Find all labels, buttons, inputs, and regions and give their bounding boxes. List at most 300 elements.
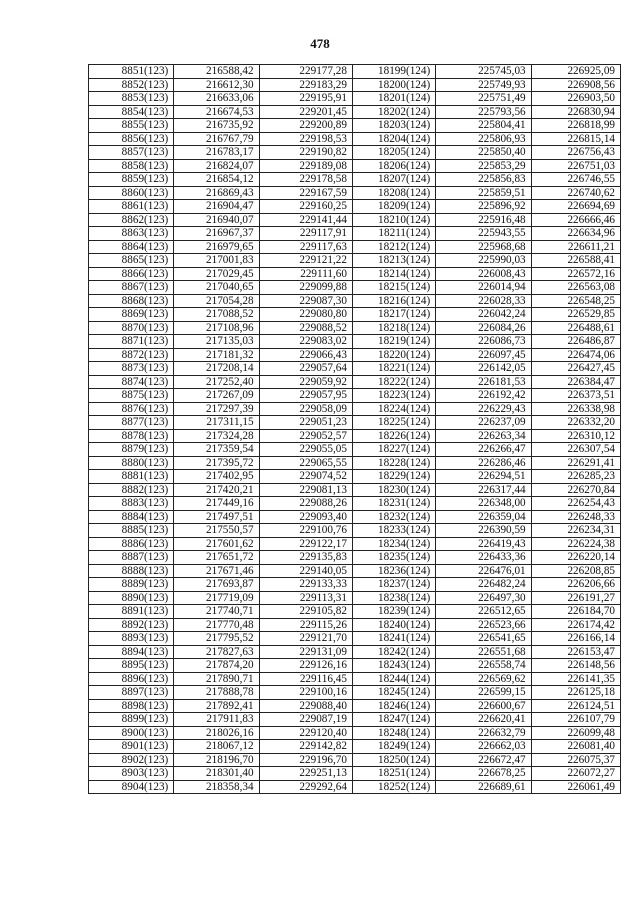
table-cell: 8897(123)	[89, 686, 174, 700]
table-cell: 8898(123)	[89, 699, 174, 713]
table-row	[89, 294, 621, 308]
table-cell: 8862(123)	[89, 213, 174, 227]
table-row	[89, 132, 621, 146]
table-cell: 217497,51	[174, 510, 259, 524]
table-cell: 18241(124)	[352, 632, 435, 646]
table-cell: 226042,24	[436, 308, 531, 322]
table-cell: 218196,70	[174, 753, 259, 767]
table-cell: 226486,87	[531, 335, 620, 349]
table-cell: 217311,15	[174, 416, 259, 430]
table-cell: 226307,54	[531, 443, 620, 457]
table-cell: 226206,66	[531, 578, 620, 592]
table-cell: 226285,23	[531, 470, 620, 484]
table-cell: 226694,69	[531, 200, 620, 214]
table-cell: 229122,17	[259, 537, 352, 551]
table-row	[89, 227, 621, 241]
table-cell: 229126,16	[259, 659, 352, 673]
table-cell: 217550,57	[174, 524, 259, 538]
table-cell: 216869,43	[174, 186, 259, 200]
table-cell: 226332,20	[531, 416, 620, 430]
table-cell: 18218(124)	[352, 321, 435, 335]
table-row	[89, 456, 621, 470]
table-cell: 18199(124)	[352, 65, 435, 79]
table-cell: 18247(124)	[352, 713, 435, 727]
table-cell: 226523,66	[436, 618, 531, 632]
table-cell: 18208(124)	[352, 186, 435, 200]
table-cell: 8893(123)	[89, 632, 174, 646]
table-row	[89, 267, 621, 281]
table-cell: 226678,25	[436, 767, 531, 781]
table-cell: 8871(123)	[89, 335, 174, 349]
table-cell: 229190,82	[259, 146, 352, 160]
table-cell: 8859(123)	[89, 173, 174, 187]
table-cell: 226237,09	[436, 416, 531, 430]
table-row	[89, 308, 621, 322]
table-cell: 229057,64	[259, 362, 352, 376]
table-cell: 229111,60	[259, 267, 352, 281]
table-row	[89, 578, 621, 592]
table-cell: 226086,73	[436, 335, 531, 349]
table-cell: 229080,80	[259, 308, 352, 322]
table-cell: 229167,59	[259, 186, 352, 200]
table-cell: 18252(124)	[352, 780, 435, 794]
table-cell: 217890,71	[174, 672, 259, 686]
table-cell: 8890(123)	[89, 591, 174, 605]
table-cell: 226142,05	[436, 362, 531, 376]
table-cell: 226174,42	[531, 618, 620, 632]
table-cell: 8900(123)	[89, 726, 174, 740]
table-cell: 217740,71	[174, 605, 259, 619]
table-cell: 18237(124)	[352, 578, 435, 592]
table-row	[89, 105, 621, 119]
table-cell: 226672,47	[436, 753, 531, 767]
table-cell: 229141,44	[259, 213, 352, 227]
table-row	[89, 348, 621, 362]
table-cell: 226229,43	[436, 402, 531, 416]
table-cell: 226084,26	[436, 321, 531, 335]
table-row	[89, 537, 621, 551]
table-cell: 226600,67	[436, 699, 531, 713]
table-cell: 225804,41	[436, 119, 531, 133]
table-cell: 229177,28	[259, 65, 352, 79]
table-cell: 226815,14	[531, 132, 620, 146]
table-cell: 217088,52	[174, 308, 259, 322]
table-cell: 217651,72	[174, 551, 259, 565]
table-cell: 225793,56	[436, 105, 531, 119]
table-cell: 18244(124)	[352, 672, 435, 686]
table-row	[89, 281, 621, 295]
table-cell: 8887(123)	[89, 551, 174, 565]
table-cell: 226191,27	[531, 591, 620, 605]
table-cell: 217395,72	[174, 456, 259, 470]
table-cell: 225749,93	[436, 78, 531, 92]
table-cell: 226818,99	[531, 119, 620, 133]
table-cell: 8882(123)	[89, 483, 174, 497]
table-cell: 229160,25	[259, 200, 352, 214]
table-cell: 217324,28	[174, 429, 259, 443]
table-cell: 217449,16	[174, 497, 259, 511]
table-cell: 225751,49	[436, 92, 531, 106]
table-cell: 216979,65	[174, 240, 259, 254]
table-cell: 226266,47	[436, 443, 531, 457]
table-cell: 226081,40	[531, 740, 620, 754]
table-cell: 226028,33	[436, 294, 531, 308]
table-cell: 216783,17	[174, 146, 259, 160]
table-cell: 226541,65	[436, 632, 531, 646]
table-cell: 226254,43	[531, 497, 620, 511]
table-cell: 216612,30	[174, 78, 259, 92]
table-cell: 226433,36	[436, 551, 531, 565]
table-cell: 225859,51	[436, 186, 531, 200]
table-cell: 18243(124)	[352, 659, 435, 673]
table-cell: 226632,79	[436, 726, 531, 740]
table-cell: 218301,40	[174, 767, 259, 781]
table-cell: 226903,50	[531, 92, 620, 106]
table-row	[89, 443, 621, 457]
table-cell: 217601,62	[174, 537, 259, 551]
table-cell: 229115,26	[259, 618, 352, 632]
table-row	[89, 564, 621, 578]
table-cell: 226234,31	[531, 524, 620, 538]
table-cell: 8901(123)	[89, 740, 174, 754]
table-row	[89, 416, 621, 430]
table-cell: 18248(124)	[352, 726, 435, 740]
table-row	[89, 78, 621, 92]
table-cell: 18216(124)	[352, 294, 435, 308]
table-cell: 18239(124)	[352, 605, 435, 619]
table-cell: 18240(124)	[352, 618, 435, 632]
table-cell: 8895(123)	[89, 659, 174, 673]
table-cell: 226689,61	[436, 780, 531, 794]
table-cell: 226166,14	[531, 632, 620, 646]
table-cell: 217297,39	[174, 402, 259, 416]
table-cell: 18238(124)	[352, 591, 435, 605]
table-row	[89, 362, 621, 376]
table-row	[89, 510, 621, 524]
table-cell: 225853,29	[436, 159, 531, 173]
table-cell: 8904(123)	[89, 780, 174, 794]
table-cell: 8889(123)	[89, 578, 174, 592]
table-cell: 225990,03	[436, 254, 531, 268]
table-cell: 217208,14	[174, 362, 259, 376]
table-cell: 226208,85	[531, 564, 620, 578]
table-row	[89, 254, 621, 268]
table-cell: 18250(124)	[352, 753, 435, 767]
table-cell: 216904,47	[174, 200, 259, 214]
table-cell: 216633,06	[174, 92, 259, 106]
table-cell: 8854(123)	[89, 105, 174, 119]
table-cell: 226476,01	[436, 564, 531, 578]
table-cell: 226294,51	[436, 470, 531, 484]
table-cell: 226141,35	[531, 672, 620, 686]
table-cell: 226270,84	[531, 483, 620, 497]
table-cell: 18211(124)	[352, 227, 435, 241]
table-cell: 226317,44	[436, 483, 531, 497]
table-cell: 8874(123)	[89, 375, 174, 389]
table-row	[89, 780, 621, 794]
table-cell: 226390,59	[436, 524, 531, 538]
table-cell: 229087,30	[259, 294, 352, 308]
table-cell: 226620,41	[436, 713, 531, 727]
table-row	[89, 740, 621, 754]
table-cell: 229065,55	[259, 456, 352, 470]
table-cell: 229088,52	[259, 321, 352, 335]
table-cell: 217770,48	[174, 618, 259, 632]
table-cell: 18234(124)	[352, 537, 435, 551]
table-cell: 8876(123)	[89, 402, 174, 416]
table-cell: 226099,48	[531, 726, 620, 740]
table-row	[89, 699, 621, 713]
table-cell: 18228(124)	[352, 456, 435, 470]
table-row	[89, 524, 621, 538]
table-cell: 229116,45	[259, 672, 352, 686]
table-cell: 226634,96	[531, 227, 620, 241]
table-cell: 226061,49	[531, 780, 620, 794]
table-cell: 229083,02	[259, 335, 352, 349]
table-cell: 226075,37	[531, 753, 620, 767]
table-cell: 216824,07	[174, 159, 259, 173]
table-cell: 217911,83	[174, 713, 259, 727]
table-cell: 18210(124)	[352, 213, 435, 227]
table-cell: 217892,41	[174, 699, 259, 713]
table-cell: 18227(124)	[352, 443, 435, 457]
table-cell: 216967,37	[174, 227, 259, 241]
table-cell: 218067,12	[174, 740, 259, 754]
table-cell: 229251,13	[259, 767, 352, 781]
table-cell: 226153,47	[531, 645, 620, 659]
table-cell: 226286,46	[436, 456, 531, 470]
table-cell: 226488,61	[531, 321, 620, 335]
table-cell: 18207(124)	[352, 173, 435, 187]
table-cell: 226569,62	[436, 672, 531, 686]
table-cell: 217827,63	[174, 645, 259, 659]
table-cell: 226224,38	[531, 537, 620, 551]
table-cell: 18251(124)	[352, 767, 435, 781]
table-cell: 216674,53	[174, 105, 259, 119]
table-cell: 229088,40	[259, 699, 352, 713]
table-cell: 8865(123)	[89, 254, 174, 268]
table-cell: 216588,42	[174, 65, 259, 79]
table-cell: 18223(124)	[352, 389, 435, 403]
table-cell: 229074,52	[259, 470, 352, 484]
table-cell: 229088,26	[259, 497, 352, 511]
table-cell: 18212(124)	[352, 240, 435, 254]
table-cell: 226181,53	[436, 375, 531, 389]
table-row	[89, 186, 621, 200]
table-cell: 8881(123)	[89, 470, 174, 484]
table-cell: 226220,14	[531, 551, 620, 565]
table-cell: 18242(124)	[352, 645, 435, 659]
table-row	[89, 335, 621, 349]
table-cell: 216854,12	[174, 173, 259, 187]
table-cell: 229178,58	[259, 173, 352, 187]
table-cell: 8888(123)	[89, 564, 174, 578]
table-cell: 226925,09	[531, 65, 620, 79]
table-cell: 217888,78	[174, 686, 259, 700]
table-cell: 229198,53	[259, 132, 352, 146]
table-cell: 229121,22	[259, 254, 352, 268]
table-cell: 8891(123)	[89, 605, 174, 619]
table-cell: 226124,51	[531, 699, 620, 713]
table-cell: 226291,41	[531, 456, 620, 470]
table-cell: 217108,96	[174, 321, 259, 335]
table-cell: 8875(123)	[89, 389, 174, 403]
table-cell: 18219(124)	[352, 335, 435, 349]
table-cell: 8861(123)	[89, 200, 174, 214]
table-cell: 226107,79	[531, 713, 620, 727]
table-cell: 229292,64	[259, 780, 352, 794]
table-cell: 225806,93	[436, 132, 531, 146]
table-cell: 217029,45	[174, 267, 259, 281]
table-cell: 229066,43	[259, 348, 352, 362]
table-cell: 18203(124)	[352, 119, 435, 133]
table-cell: 218358,34	[174, 780, 259, 794]
table-cell: 216735,92	[174, 119, 259, 133]
table-cell: 229099,88	[259, 281, 352, 295]
table-cell: 217252,40	[174, 375, 259, 389]
table-cell: 8863(123)	[89, 227, 174, 241]
table-cell: 8856(123)	[89, 132, 174, 146]
table-cell: 226548,25	[531, 294, 620, 308]
table-cell: 217719,09	[174, 591, 259, 605]
table-cell: 226192,42	[436, 389, 531, 403]
table-cell: 226419,43	[436, 537, 531, 551]
table-cell: 217402,95	[174, 470, 259, 484]
table-cell: 226512,65	[436, 605, 531, 619]
table-cell: 226830,94	[531, 105, 620, 119]
table-cell: 8855(123)	[89, 119, 174, 133]
table-cell: 8860(123)	[89, 186, 174, 200]
table-cell: 229051,23	[259, 416, 352, 430]
table-row	[89, 753, 621, 767]
table-cell: 217874,20	[174, 659, 259, 673]
table-cell: 8899(123)	[89, 713, 174, 727]
table-cell: 217001,83	[174, 254, 259, 268]
table-cell: 229121,70	[259, 632, 352, 646]
table-cell: 229052,57	[259, 429, 352, 443]
table-cell: 8886(123)	[89, 537, 174, 551]
table-cell: 18233(124)	[352, 524, 435, 538]
table-row	[89, 213, 621, 227]
table-row	[89, 659, 621, 673]
table-cell: 8894(123)	[89, 645, 174, 659]
table-cell: 225745,03	[436, 65, 531, 79]
table-cell: 18232(124)	[352, 510, 435, 524]
table-cell: 8853(123)	[89, 92, 174, 106]
table-row	[89, 605, 621, 619]
table-cell: 8877(123)	[89, 416, 174, 430]
table-cell: 217040,65	[174, 281, 259, 295]
table-cell: 8902(123)	[89, 753, 174, 767]
table-row	[89, 402, 621, 416]
table-cell: 18204(124)	[352, 132, 435, 146]
table-row	[89, 470, 621, 484]
table-cell: 226756,43	[531, 146, 620, 160]
table-cell: 229200,89	[259, 119, 352, 133]
table-cell: 229196,70	[259, 753, 352, 767]
table-cell: 226014,94	[436, 281, 531, 295]
table-cell: 229057,95	[259, 389, 352, 403]
table-cell: 18201(124)	[352, 92, 435, 106]
table-cell: 18235(124)	[352, 551, 435, 565]
table-cell: 18202(124)	[352, 105, 435, 119]
table-row	[89, 672, 621, 686]
table-row	[89, 321, 621, 335]
table-cell: 18246(124)	[352, 699, 435, 713]
table-cell: 226588,41	[531, 254, 620, 268]
table-cell: 18236(124)	[352, 564, 435, 578]
table-row	[89, 146, 621, 160]
table-cell: 226427,45	[531, 362, 620, 376]
table-cell: 229117,63	[259, 240, 352, 254]
table-row	[89, 119, 621, 133]
table-cell: 18217(124)	[352, 308, 435, 322]
table-cell: 229201,45	[259, 105, 352, 119]
table-cell: 226908,56	[531, 78, 620, 92]
table-cell: 229189,08	[259, 159, 352, 173]
table-cell: 226248,33	[531, 510, 620, 524]
table-cell: 8883(123)	[89, 497, 174, 511]
table-cell: 226384,47	[531, 375, 620, 389]
table-cell: 217795,52	[174, 632, 259, 646]
table-cell: 218026,16	[174, 726, 259, 740]
table-cell: 226751,03	[531, 159, 620, 173]
table-cell: 18225(124)	[352, 416, 435, 430]
table-cell: 217267,09	[174, 389, 259, 403]
table-cell: 225943,55	[436, 227, 531, 241]
coordinates-table-body	[89, 65, 621, 794]
table-cell: 8873(123)	[89, 362, 174, 376]
table-row	[89, 726, 621, 740]
table-cell: 229113,31	[259, 591, 352, 605]
table-cell: 226666,46	[531, 213, 620, 227]
table-cell: 18224(124)	[352, 402, 435, 416]
table-cell: 217135,03	[174, 335, 259, 349]
table-cell: 18220(124)	[352, 348, 435, 362]
table-cell: 229100,16	[259, 686, 352, 700]
table-row	[89, 483, 621, 497]
table-cell: 217671,46	[174, 564, 259, 578]
table-cell: 18215(124)	[352, 281, 435, 295]
table-cell: 225968,68	[436, 240, 531, 254]
table-cell: 18222(124)	[352, 375, 435, 389]
table-cell: 18206(124)	[352, 159, 435, 173]
table-cell: 226338,98	[531, 402, 620, 416]
table-cell: 226348,00	[436, 497, 531, 511]
table-cell: 8892(123)	[89, 618, 174, 632]
page-number: 478	[310, 36, 330, 51]
table-cell: 226482,24	[436, 578, 531, 592]
table-cell: 18205(124)	[352, 146, 435, 160]
table-cell: 18221(124)	[352, 362, 435, 376]
table-cell: 8864(123)	[89, 240, 174, 254]
table-cell: 226558,74	[436, 659, 531, 673]
table-cell: 225916,48	[436, 213, 531, 227]
table-cell: 226008,43	[436, 267, 531, 281]
table-cell: 8858(123)	[89, 159, 174, 173]
table-cell: 18229(124)	[352, 470, 435, 484]
table-cell: 8903(123)	[89, 767, 174, 781]
table-cell: 8869(123)	[89, 308, 174, 322]
table-cell: 229142,82	[259, 740, 352, 754]
table-row	[89, 375, 621, 389]
table-cell: 229131,09	[259, 645, 352, 659]
coordinates-table	[88, 64, 621, 794]
table-cell: 8857(123)	[89, 146, 174, 160]
table-cell: 225856,83	[436, 173, 531, 187]
table-cell: 229081,13	[259, 483, 352, 497]
table-cell: 226572,16	[531, 267, 620, 281]
